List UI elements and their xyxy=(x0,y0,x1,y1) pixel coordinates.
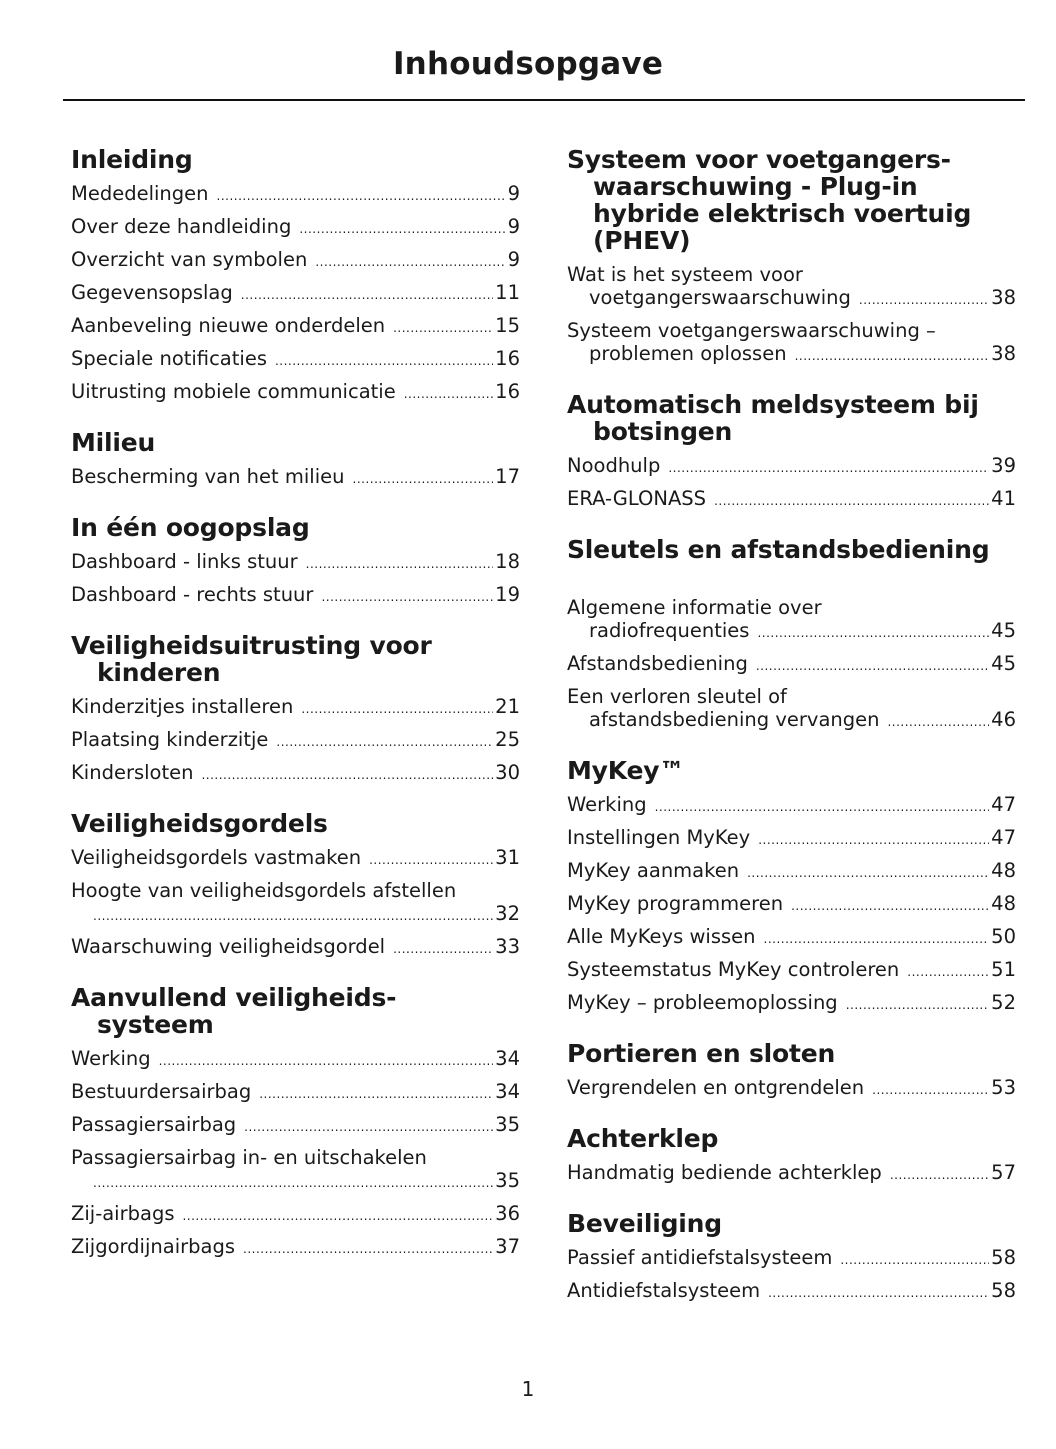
toc-entry-page: 37 xyxy=(495,1234,520,1258)
toc-entry-title: Zijgordijnairbags xyxy=(71,1234,235,1258)
toc-entry-title: Een verloren sleutel of xyxy=(567,684,787,708)
toc-entry-title: Passief antidiefstalsysteem xyxy=(567,1245,833,1269)
toc-entry-row xyxy=(567,708,1016,734)
leader-dots xyxy=(275,347,493,373)
section-title-line: botsingen xyxy=(593,417,733,446)
toc-section-in-een-oogopslag xyxy=(71,514,520,612)
toc-entry-row xyxy=(567,991,1016,1017)
leader-dots xyxy=(393,935,493,961)
toc-entry-row xyxy=(71,281,520,307)
toc-entry-page: 45 xyxy=(991,651,1016,675)
toc-entry[interactable] xyxy=(567,315,1016,371)
section-title: Veiligheidsuitrusting voor kinderen xyxy=(71,631,432,687)
toc-entry-row xyxy=(567,342,1016,368)
section-title: Sleutels en afstandsbediening xyxy=(567,535,990,564)
toc-entry-page: 53 xyxy=(991,1075,1016,1099)
toc-section-beveiliging xyxy=(567,1210,1016,1308)
toc-entry-row xyxy=(567,286,1016,312)
toc-entry-row xyxy=(71,248,520,274)
toc-entry-page: 11 xyxy=(495,280,520,304)
toc-entry[interactable] xyxy=(71,211,520,244)
toc-entry-title: Passagiersairbag xyxy=(71,1112,237,1136)
toc-entry-row xyxy=(71,1047,520,1073)
toc-entry-title: Uitrusting mobiele communicatie xyxy=(71,379,396,403)
toc-entry[interactable] xyxy=(71,1043,520,1076)
toc-entry-page: 39 xyxy=(991,453,1016,477)
toc-entry-title: Zij-airbags xyxy=(71,1201,175,1225)
leader-dots xyxy=(159,1047,494,1073)
section-title: Inleiding xyxy=(71,145,193,174)
toc-entry[interactable] xyxy=(71,1109,520,1142)
toc-entry-row xyxy=(567,859,1016,885)
toc-entry-title: Afstandsbediening xyxy=(567,651,748,675)
toc-entry-page: 32 xyxy=(495,901,520,925)
toc-entry-title: Alle MyKeys wissen xyxy=(567,924,756,948)
toc-entry[interactable] xyxy=(71,461,520,494)
toc-entry-page: 47 xyxy=(991,825,1016,849)
toc-entry-title: Vergrendelen en ontgrendelen xyxy=(567,1075,865,1099)
toc-entry-page: 47 xyxy=(991,792,1016,816)
toc-entry-row xyxy=(71,846,520,872)
toc-entry-page: 34 xyxy=(495,1046,520,1070)
leader-dots xyxy=(93,902,493,928)
section-title: MyKey™ xyxy=(567,756,685,785)
leader-dots xyxy=(757,619,989,645)
toc-entry-title: Dashboard - rechts stuur xyxy=(71,582,314,606)
toc-entry-page: 19 xyxy=(495,582,520,606)
toc-entry-page: 41 xyxy=(991,486,1016,510)
leader-dots xyxy=(259,1080,493,1106)
toc-entry-page: 48 xyxy=(991,891,1016,915)
section-title: Beveiliging xyxy=(567,1209,722,1238)
toc-entry[interactable] xyxy=(567,855,1016,888)
toc-entry-row xyxy=(71,761,520,787)
section-title: Portieren en sloten xyxy=(567,1039,836,1068)
leader-dots xyxy=(887,708,989,734)
toc-section-mykey xyxy=(567,757,1016,1020)
toc-entry-title-cont: radiofrequenties xyxy=(589,618,750,642)
toc-entry-title: Aanbeveling nieuwe onderdelen xyxy=(71,313,386,337)
section-title: In één oogopslag xyxy=(71,513,310,542)
toc-section-milieu xyxy=(71,429,520,494)
toc-entry[interactable] xyxy=(567,259,1016,315)
toc-entry[interactable] xyxy=(71,310,520,343)
leader-dots xyxy=(795,342,990,368)
toc-entry-title: Kinderzitjes installeren xyxy=(71,694,294,718)
toc-entry-row xyxy=(71,314,520,340)
toc-entry-row xyxy=(71,215,520,241)
toc-entry-page: 18 xyxy=(495,549,520,573)
toc-section-aanvullend-veiligheids-systeem xyxy=(71,984,520,1264)
toc-entry-title-cont: problemen oplossen xyxy=(589,341,787,365)
toc-right-column xyxy=(567,146,1016,1328)
leader-dots xyxy=(369,846,493,872)
toc-entry[interactable] xyxy=(71,546,520,579)
toc-entry-title: Noodhulp xyxy=(567,453,661,477)
toc-section-sleutels-en-afstandsbediening xyxy=(567,536,1016,737)
toc-entry[interactable] xyxy=(567,1157,1016,1190)
leader-dots xyxy=(758,826,989,852)
toc-entry-page: 33 xyxy=(495,934,520,958)
toc-entry-title: Wat is het systeem voor xyxy=(567,262,803,286)
toc-entry[interactable] xyxy=(71,842,520,875)
toc-entry-page: 16 xyxy=(495,346,520,370)
section-title-line: Systeem voor voetgangers- xyxy=(567,145,951,174)
leader-dots xyxy=(890,1161,989,1187)
toc-entry-page: 58 xyxy=(991,1245,1016,1269)
section-title xyxy=(567,391,1016,445)
leader-dots xyxy=(747,859,989,885)
toc-entry-row xyxy=(567,958,1016,984)
toc-entry-title: Systeem voetgangerswaarschuwing – xyxy=(567,318,936,342)
toc-entry-row xyxy=(71,380,520,406)
leader-dots xyxy=(404,380,493,406)
section-title: Veiligheidsgordels xyxy=(71,809,328,838)
toc-entry[interactable] xyxy=(71,376,520,409)
leader-dots xyxy=(321,583,493,609)
toc-entry-row xyxy=(71,1235,520,1261)
toc-entry[interactable] xyxy=(71,579,520,612)
toc-entry-row xyxy=(71,695,520,721)
toc-entry-page: 51 xyxy=(991,957,1016,981)
page-title: Inhoudsopgave xyxy=(392,46,664,82)
toc-entry[interactable] xyxy=(71,1198,520,1231)
toc-entry-row xyxy=(567,487,1016,513)
toc-entry-page: 16 xyxy=(495,379,520,403)
toc-entry-page: 30 xyxy=(495,760,520,784)
toc-entry-row xyxy=(71,347,520,373)
leader-dots xyxy=(764,925,990,951)
toc-entry-page: 35 xyxy=(495,1112,520,1136)
toc-entry-page: 52 xyxy=(991,990,1016,1014)
toc-entry[interactable] xyxy=(567,954,1016,987)
toc-entry-page: 9 xyxy=(507,181,520,205)
leader-dots xyxy=(93,1169,493,1195)
toc-entry-row xyxy=(567,793,1016,819)
toc-entry-title: Bestuurdersairbag xyxy=(71,1079,252,1103)
section-title-line: (PHEV) xyxy=(593,226,691,255)
toc-entry[interactable] xyxy=(567,592,1016,648)
toc-entry[interactable] xyxy=(567,1242,1016,1275)
toc-entry-row xyxy=(71,550,520,576)
toc-entry-page: 15 xyxy=(495,313,520,337)
toc-entry-row xyxy=(567,892,1016,918)
toc-entry-title: Antidiefstalsysteem xyxy=(567,1278,761,1302)
toc-entry[interactable] xyxy=(71,757,520,790)
toc-entry-row xyxy=(71,1169,520,1195)
toc-entry-row xyxy=(567,925,1016,951)
toc-entry[interactable] xyxy=(71,691,520,724)
toc-entry-title: Gegevensopslag xyxy=(71,280,233,304)
leader-dots xyxy=(655,793,990,819)
toc-entry[interactable] xyxy=(567,681,1016,737)
toc-entry[interactable] xyxy=(567,888,1016,921)
section-title xyxy=(71,984,520,1038)
leader-dots xyxy=(791,892,989,918)
leader-dots xyxy=(353,465,494,491)
toc-entry-page: 57 xyxy=(991,1160,1016,1184)
toc-entry-title-cont: afstandsbediening vervangen xyxy=(589,707,880,731)
toc-entry[interactable] xyxy=(567,450,1016,483)
leader-dots xyxy=(714,487,989,513)
section-title: Milieu xyxy=(71,428,156,457)
toc-entry-title: Veiligheidsgordels vastmaken xyxy=(71,845,362,869)
toc-entry-title: Bescherming van het milieu xyxy=(71,464,345,488)
leader-dots xyxy=(306,550,494,576)
toc-entry-title: Overzicht van symbolen xyxy=(71,247,308,271)
toc-entry[interactable] xyxy=(71,724,520,757)
toc-entry-title: Algemene informatie over xyxy=(567,595,822,619)
toc-entry-page: 34 xyxy=(495,1079,520,1103)
leader-dots xyxy=(846,991,989,1017)
toc-entry-row xyxy=(567,619,1016,645)
section-title-line: hybride elektrisch voertuig xyxy=(593,199,972,228)
toc-entry-row xyxy=(567,826,1016,852)
toc-entry-page: 31 xyxy=(495,845,520,869)
toc-entry[interactable] xyxy=(71,277,520,310)
toc-entry-page: 21 xyxy=(495,694,520,718)
leader-dots xyxy=(907,958,989,984)
section-title: Achterklep xyxy=(567,1124,719,1153)
leader-dots xyxy=(840,1246,989,1272)
toc-entry-row xyxy=(567,652,1016,678)
toc-entry[interactable] xyxy=(71,1231,520,1264)
toc-entry-title: MyKey aanmaken xyxy=(567,858,740,882)
toc-entry[interactable] xyxy=(567,822,1016,855)
toc-entry-title: MyKey – probleemoplossing xyxy=(567,990,838,1014)
toc-entry[interactable] xyxy=(567,987,1016,1020)
toc-entry-title-cont: voetgangerswaarschuwing xyxy=(589,285,851,309)
toc-section-systeem-voor-voetgangerswaarschuwing-plug-in-hybride-elektrisch-voertuig-phev xyxy=(567,146,1016,371)
leader-dots xyxy=(301,695,493,721)
section-title-line: systeem xyxy=(97,1010,214,1039)
toc-entry-title: Systeemstatus MyKey controleren xyxy=(567,957,900,981)
toc-entry-page: 17 xyxy=(495,464,520,488)
toc-entry-title: Plaatsing kinderzitje xyxy=(71,727,269,751)
toc-entry-page: 48 xyxy=(991,858,1016,882)
toc-entry[interactable] xyxy=(567,483,1016,516)
toc-section-veiligheidsgordels xyxy=(71,810,520,964)
leader-dots xyxy=(315,248,505,274)
toc-entry-title: ERA-GLONASS xyxy=(567,486,707,510)
toc-entry-title: Passagiersairbag in- en uitschakelen xyxy=(71,1145,427,1169)
toc-entry-page: 36 xyxy=(495,1201,520,1225)
toc-entry-row xyxy=(71,583,520,609)
leader-dots xyxy=(276,728,493,754)
toc-entry-title: Mededelingen xyxy=(71,181,209,205)
toc-entry-title: Over deze handleiding xyxy=(71,214,292,238)
leader-dots xyxy=(859,286,989,312)
toc-entry-page: 38 xyxy=(991,341,1016,365)
toc-entry-row xyxy=(71,182,520,208)
toc-section-achterklep xyxy=(567,1125,1016,1190)
section-title xyxy=(567,146,1016,254)
toc-section-inleiding xyxy=(71,146,520,409)
leader-dots xyxy=(668,454,989,480)
leader-dots xyxy=(217,182,506,208)
toc-entry-row xyxy=(567,1076,1016,1102)
leader-dots xyxy=(241,281,493,307)
toc-entry-title: MyKey programmeren xyxy=(567,891,784,915)
leader-dots xyxy=(872,1076,989,1102)
toc-entry-title: Speciale notificaties xyxy=(71,346,267,370)
toc-entry-page: 58 xyxy=(991,1278,1016,1302)
toc-entry-row xyxy=(71,728,520,754)
toc-entry-row xyxy=(71,902,520,928)
page-number: 1 xyxy=(521,1377,535,1401)
toc-entry[interactable] xyxy=(567,1072,1016,1105)
leader-dots xyxy=(244,1113,493,1139)
toc-entry[interactable] xyxy=(71,1076,520,1109)
section-title-line: Automatisch meldsysteem bij xyxy=(567,390,979,419)
leader-dots xyxy=(768,1279,989,1305)
toc-entry-row xyxy=(71,465,520,491)
toc-entry-page: 50 xyxy=(991,924,1016,948)
toc-entry-page: 45 xyxy=(991,618,1016,642)
toc-entry-row xyxy=(567,1246,1016,1272)
toc-entry-title: Handmatig bediende achterklep xyxy=(567,1160,882,1184)
leader-dots xyxy=(243,1235,493,1261)
toc-entry[interactable] xyxy=(567,1275,1016,1308)
section-title-line: Aanvullend veiligheids- xyxy=(71,983,397,1012)
leader-dots xyxy=(299,215,505,241)
toc-entry-page: 9 xyxy=(507,214,520,238)
toc-entry[interactable] xyxy=(71,875,520,931)
toc-entry-row xyxy=(71,1113,520,1139)
toc-entry-row xyxy=(71,1080,520,1106)
leader-dots xyxy=(182,1202,493,1228)
toc-entry[interactable] xyxy=(567,921,1016,954)
toc-entry-title: Waarschuwing veiligheidsgordel xyxy=(71,934,386,958)
toc-entry-page: 46 xyxy=(991,707,1016,731)
leader-dots xyxy=(201,761,493,787)
toc-entry-title: Kindersloten xyxy=(71,760,194,784)
toc-entry[interactable] xyxy=(567,648,1016,681)
toc-entry[interactable] xyxy=(71,244,520,277)
toc-entry-page: 38 xyxy=(991,285,1016,309)
toc-left-column xyxy=(71,146,520,1284)
toc-entry-page: 25 xyxy=(495,727,520,751)
toc-section-portieren-en-sloten xyxy=(567,1040,1016,1105)
toc-entry-row xyxy=(567,1279,1016,1305)
toc-entry[interactable] xyxy=(567,789,1016,822)
toc-section-automatisch-meldsysteem-bij-botsingen xyxy=(567,391,1016,516)
toc-entry[interactable] xyxy=(71,343,520,376)
leader-dots xyxy=(393,314,493,340)
title-rule xyxy=(63,99,1025,101)
toc-entry-row xyxy=(71,935,520,961)
toc-entry-row xyxy=(71,1202,520,1228)
toc-entry-page: 35 xyxy=(495,1168,520,1192)
toc-entry-page: 9 xyxy=(507,247,520,271)
toc-entry-title: Hoogte van veiligheidsgordels afstellen xyxy=(71,878,457,902)
toc-entry[interactable] xyxy=(71,931,520,964)
toc-section-veiligheidsuitrusting-voor-kinderen xyxy=(71,632,520,790)
leader-dots xyxy=(756,652,989,678)
toc-entry[interactable] xyxy=(71,178,520,211)
toc-entry-title: Werking xyxy=(567,792,647,816)
toc-entry-title: Instellingen MyKey xyxy=(567,825,751,849)
toc-entry-row xyxy=(567,1161,1016,1187)
toc-entry-row xyxy=(567,454,1016,480)
toc-entry[interactable] xyxy=(71,1142,520,1198)
toc-entry-title: Dashboard - links stuur xyxy=(71,549,298,573)
section-title-line: waarschuwing - Plug-in xyxy=(593,172,918,201)
toc-entry-title: Werking xyxy=(71,1046,151,1070)
